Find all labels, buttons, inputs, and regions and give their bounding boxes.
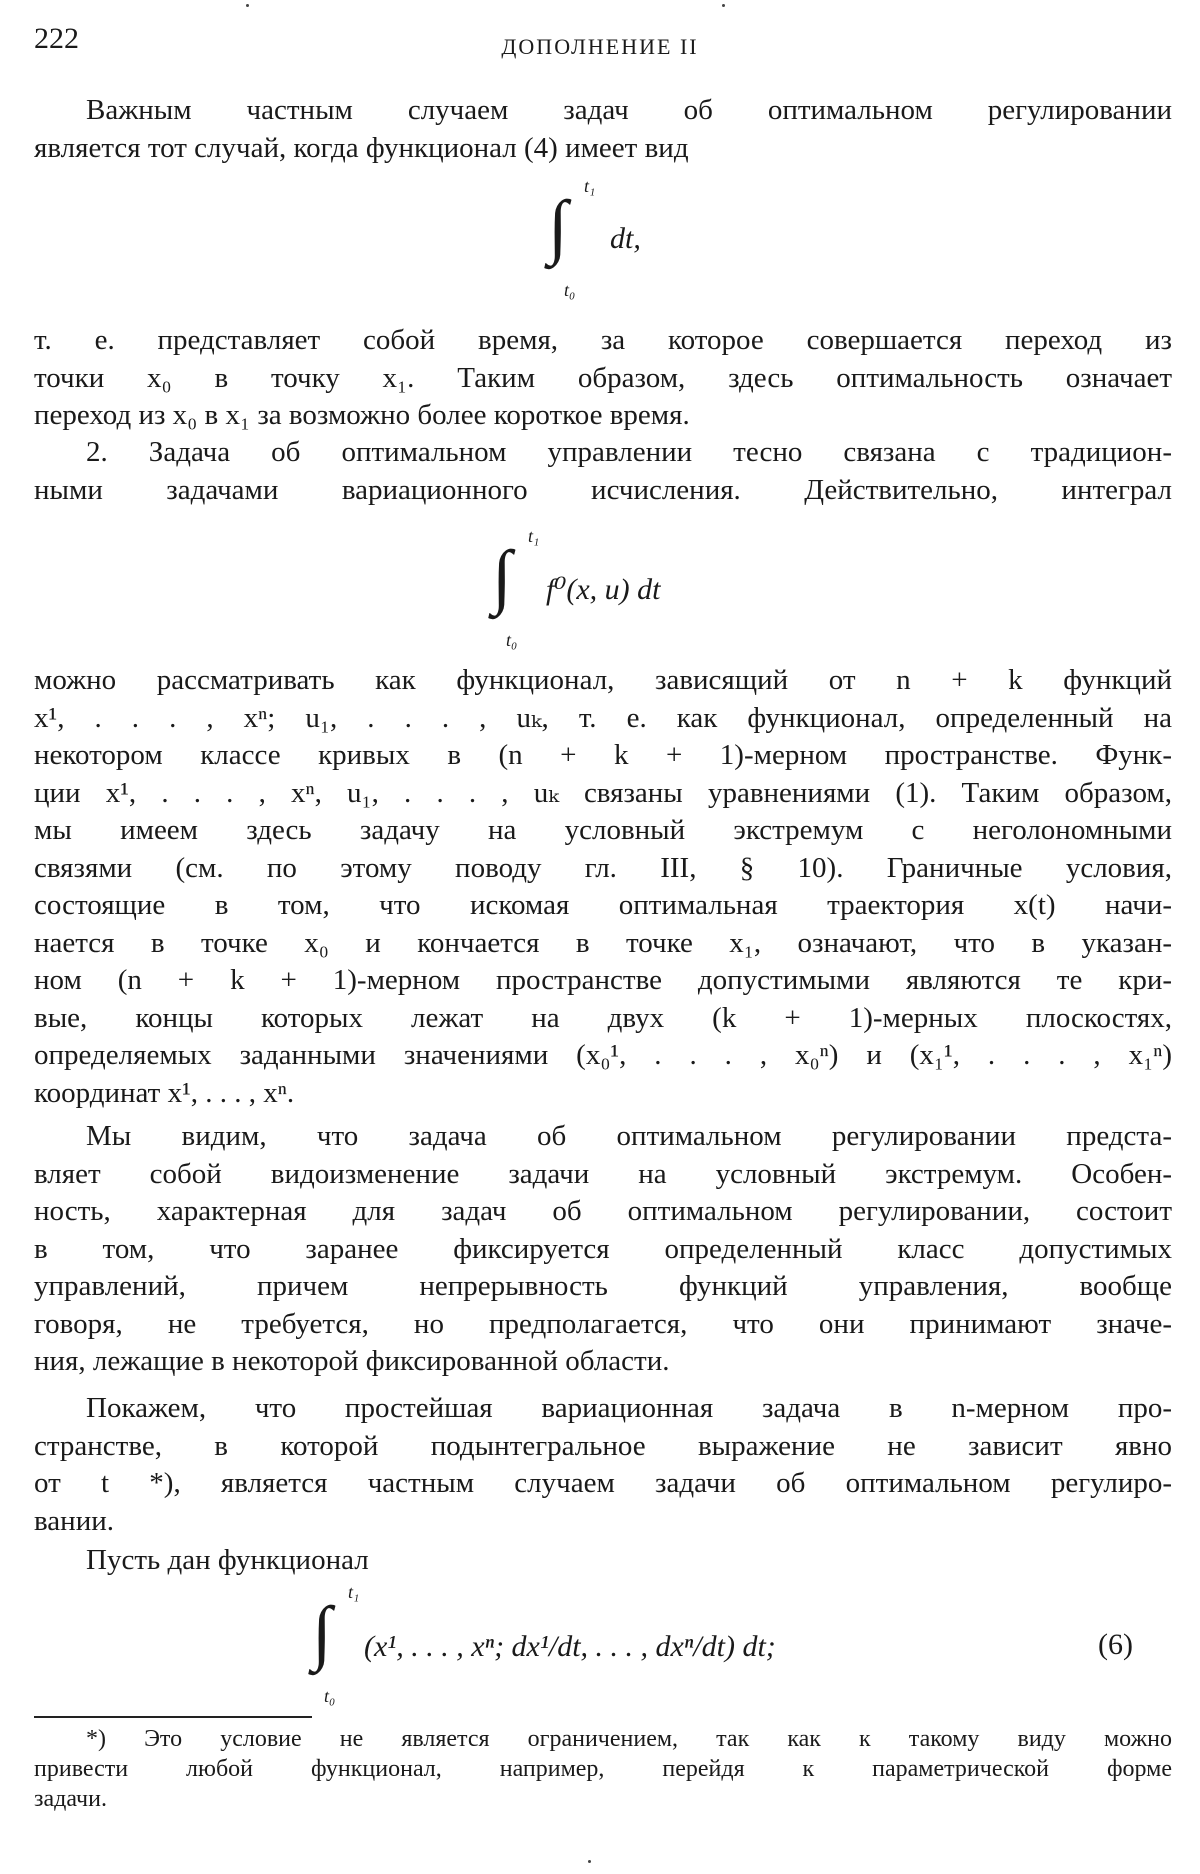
text-line: вании. <box>34 1504 114 1537</box>
footnote-line: *) Это условие не является ограничением, так как к такому виду можно <box>86 1726 1172 1752</box>
upper-limit: t₁ <box>348 1582 360 1602</box>
text-line: управлений, причем непрерывность функций управления, вообще <box>34 1270 1172 1302</box>
page-number: 222 <box>34 22 79 55</box>
paragraph-3 <box>34 434 1172 509</box>
text-line: ном (n + k + 1)-мерном пространстве допустимыми являются те кри- <box>34 964 1172 996</box>
footnote-line: привести любой функционал, например, перейдя к параметрической форме <box>34 1756 1172 1782</box>
text-line: связями (см. по этому поводу гл. III, § 10). Граничные условия, <box>34 851 1172 884</box>
text-line: ными задачами вариационного исчисления. Действительно, интеграл <box>34 473 1172 506</box>
scan-speck <box>722 4 725 7</box>
running-head: ДОПОЛНЕНИЕ II <box>501 34 699 59</box>
integral-sign: ∫ <box>548 186 568 266</box>
integral-sign: ∫ <box>492 536 512 616</box>
paragraph-1 <box>34 92 1172 167</box>
paragraph-7 <box>34 1542 1172 1580</box>
footnote <box>34 1724 1172 1814</box>
paragraph-2 <box>34 322 1172 435</box>
text-line: странстве, в которой подынтегральное выражение не зависит явно <box>34 1429 1172 1462</box>
lower-limit: t₀ <box>324 1686 336 1706</box>
upper-limit: t₁ <box>584 176 596 196</box>
upper-limit: t₁ <box>528 526 540 546</box>
text-line: некотором классе кривых в (n + k + 1)-мерном пространстве. Функ- <box>34 739 1172 771</box>
text-line: можно рассматривать как функционал, зависящий от n + k функций <box>34 664 1172 696</box>
integral-sign: ∫ <box>312 1592 332 1672</box>
scan-speck <box>246 4 249 7</box>
paragraph-6 <box>34 1390 1172 1540</box>
text-line: является тот случай, когда функционал (4) имеет вид <box>34 131 689 164</box>
text-line: ность, характерная для задач об оптимальном регулировании, состоит <box>34 1195 1172 1227</box>
text-line: ния, лежащие в некоторой фиксированной области. <box>34 1345 670 1377</box>
text-line: координат x¹, . . . , xⁿ. <box>34 1076 295 1109</box>
scan-speck <box>588 1860 591 1863</box>
text-line: Покажем, что простейшая вариационная задача в n-мерном про- <box>86 1392 1172 1424</box>
lower-limit: t₀ <box>564 280 576 300</box>
text-line: 2. Задача об оптимальном управлении тесно связана с традицион- <box>86 436 1172 468</box>
text-line: Важным частным случаем задач об оптимальном регулировании <box>86 94 1172 126</box>
text-line: в том, что заранее фиксируется определенный класс допустимых <box>34 1232 1172 1265</box>
equation-number: (6) <box>1098 1628 1133 1661</box>
text-line: Мы видим, что задача об оптимальном регулировании предста- <box>86 1120 1172 1152</box>
text-line: нается в точке x₀ и кончается в точке x₁, означают, что в указан- <box>34 926 1172 959</box>
formula-integral-functional <box>312 1582 776 1706</box>
formula-integral-f0 <box>492 526 661 650</box>
integrand: (x¹, . . . , xⁿ; dx¹/dt, . . . , dxⁿ/dt) dt; <box>364 1630 776 1663</box>
text-line: мы имеем здесь задачу на условный экстремум с неголономными <box>34 814 1172 846</box>
integrand: dt, <box>610 222 641 255</box>
text-line: Пусть дан функционал <box>86 1544 369 1576</box>
text-line: x¹, . . . , xⁿ; u₁, . . . , uₖ, т. е. как функционал, определенный на <box>34 701 1172 734</box>
text-line: вые, концы которых лежат на двух (k + 1)-мерных плоскостях, <box>34 1001 1172 1034</box>
footnote-line: задачи. <box>34 1786 107 1812</box>
text-line: переход из x₀ в x₁ за возможно более короткое время. <box>34 399 690 431</box>
text-line: ции x¹, . . . , xⁿ, u₁, . . . , uₖ связаны уравнениями (1). Таким образом, <box>34 776 1172 809</box>
text-line: определяемых заданными значениями (x₀¹, . . . , x₀ⁿ) и (x₁¹, . . . , x₁ⁿ) <box>34 1039 1172 1071</box>
lower-limit: t₀ <box>506 630 518 650</box>
text-line: т. е. представляет собой время, за которое совершается переход из <box>34 324 1172 356</box>
text-line: от t *), является частным случаем задачи об оптимальном регулиро- <box>34 1467 1172 1499</box>
integrand: f⁰(x, u) dt <box>546 573 661 606</box>
footnote-divider <box>34 1716 312 1718</box>
text-line: точки x₀ в точку x₁. Таким образом, здесь оптимальность означает <box>34 361 1172 394</box>
text-line: состоящие в том, что искомая оптимальная траектория x(t) начи- <box>34 889 1172 921</box>
text-line: вляет собой видоизменение задачи на условный экстремум. Особен- <box>34 1157 1172 1190</box>
text-line: говоря, не требуется, но предполагается, что они принимают значе- <box>34 1307 1172 1340</box>
formula-integral-dt <box>548 176 641 300</box>
paragraph-5 <box>34 1118 1172 1381</box>
paragraph-4 <box>34 662 1172 1112</box>
